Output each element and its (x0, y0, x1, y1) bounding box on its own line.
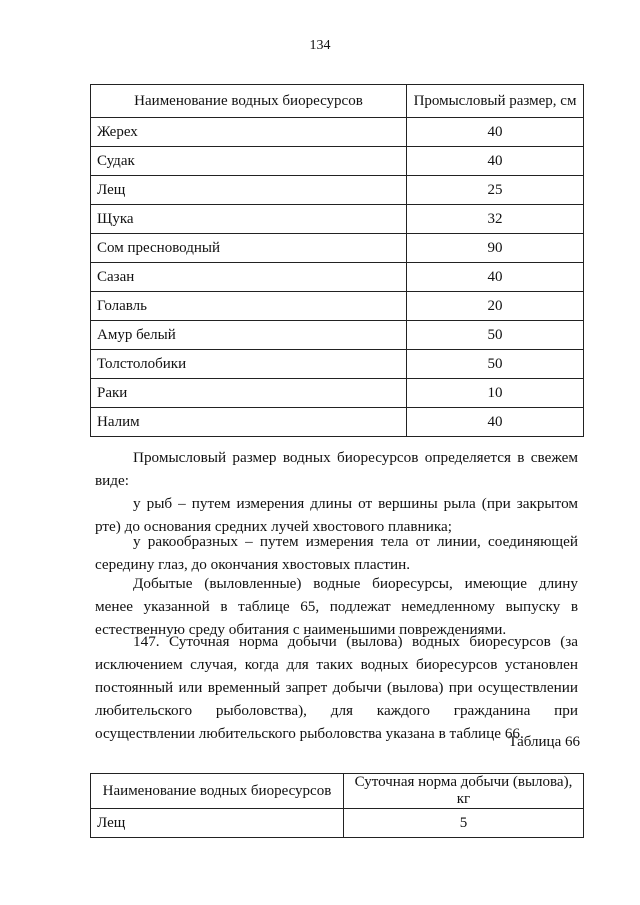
species-name: Лещ (91, 809, 344, 838)
species-size: 40 (407, 118, 584, 147)
paragraph-daily-limit: 147. Суточная норма добычи (вылова) водных биоресурсов (за исключением случая, когда для таких водных биоресурсов установлен постоянный или временный запрет добычи (вылова) при осуществлении любительского рыболовства), для каждого гражданина при осуществлении любительского рыболовства указана в таблице 66. (95, 633, 578, 742)
species-name: Щука (91, 205, 407, 234)
page-number: 134 (309, 38, 331, 53)
table-row (91, 263, 584, 292)
species-size: 40 (407, 408, 584, 437)
species-size: 50 (407, 350, 584, 379)
table-row (91, 350, 584, 379)
table-header-row (91, 85, 584, 118)
species-name: Жерех (91, 118, 407, 147)
table-row (91, 292, 584, 321)
table-row (91, 118, 584, 147)
species-name: Толстолобики (91, 350, 407, 379)
table-66-caption: Таблица 66 (508, 734, 580, 750)
species-name: Сом пресноводный (91, 234, 407, 263)
table-row (91, 205, 584, 234)
daily-limit-table (90, 773, 584, 838)
table-row (91, 379, 584, 408)
daily-limit-value: 5 (344, 809, 584, 838)
paragraph-release-rule: Добытые (выловленные) водные биоресурсы, имеющие длину менее указанной в таблице 65, подлежат немедленному выпуску в естественную среду обитания с наименьшими повреждениями. (95, 575, 578, 638)
table-header-row (91, 774, 584, 809)
species-size: 25 (407, 176, 584, 205)
species-size: 90 (407, 234, 584, 263)
fish-size-table (90, 84, 584, 437)
species-size: 50 (407, 321, 584, 350)
species-size: 40 (407, 263, 584, 292)
column-header-name: Наименование водных биоресурсов (91, 85, 407, 118)
table-row (91, 176, 584, 205)
species-size: 32 (407, 205, 584, 234)
column-header-limit: Суточная норма добычи (вылова), кг (344, 774, 584, 809)
paragraph-size-definition: Промысловый размер водных биоресурсов определяется в свежем виде: (95, 449, 578, 489)
column-header-size: Промысловый размер, см (407, 85, 584, 118)
table-row (91, 408, 584, 437)
column-header-name: Наименование водных биоресурсов (91, 774, 344, 809)
species-size: 20 (407, 292, 584, 321)
species-name: Лещ (91, 176, 407, 205)
table-row (91, 147, 584, 176)
species-name: Голавль (91, 292, 407, 321)
species-name: Амур белый (91, 321, 407, 350)
species-name: Раки (91, 379, 407, 408)
table-row (91, 809, 584, 838)
species-name: Сазан (91, 263, 407, 292)
table-row (91, 234, 584, 263)
paragraph-crustacean-measurement: у ракообразных – путем измерения тела от линии, соединяющей середину глаз, до окончания хвостовых пластин. (95, 533, 578, 573)
species-size: 40 (407, 147, 584, 176)
paragraph-fish-measurement: у рыб – путем измерения длины от вершины рыла (при закрытом рте) до основания средних лучей хвостового плавника; (95, 495, 578, 535)
species-name: Судак (91, 147, 407, 176)
species-size: 10 (407, 379, 584, 408)
species-name: Налим (91, 408, 407, 437)
table-row (91, 321, 584, 350)
